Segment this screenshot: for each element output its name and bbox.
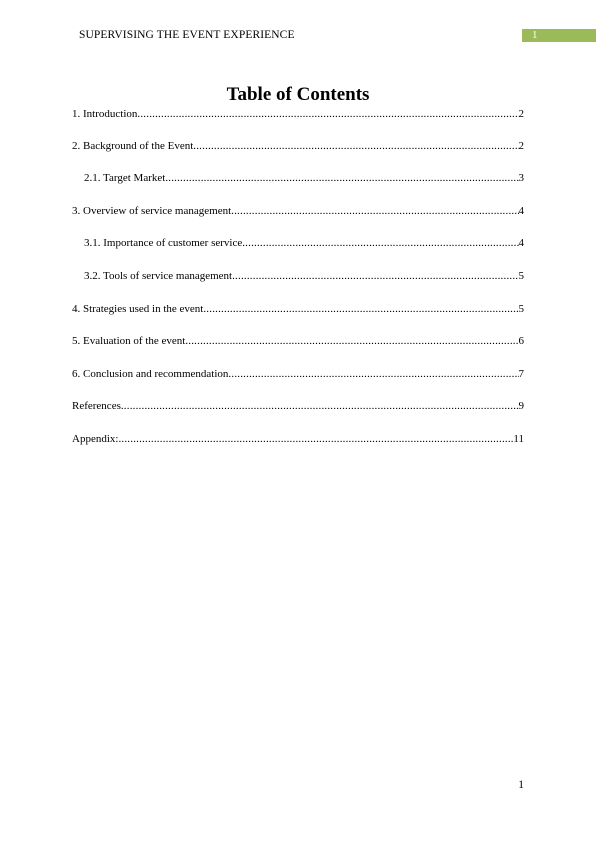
toc-dot-leader xyxy=(118,432,513,446)
toc-heading: Table of Contents xyxy=(226,84,370,105)
toc-entry-page: 5 xyxy=(518,270,524,282)
toc-entry-label: Appendix: xyxy=(72,433,119,445)
toc-entry-page: 3 xyxy=(518,172,524,184)
running-header-title: SUPERVISING THE EVENT EXPERIENCE xyxy=(79,29,295,41)
header-page-badge xyxy=(522,29,596,42)
toc-dot-leader xyxy=(242,236,518,250)
footer-page-number: 1 xyxy=(518,779,524,791)
toc-entry-service-management[interactable] xyxy=(72,204,524,218)
toc-entry-label: 5. Evaluation of the event xyxy=(72,335,186,347)
toc-entry-label: 6. Conclusion and recommendation xyxy=(72,368,229,380)
toc-dot-leader xyxy=(137,107,518,121)
toc-dot-leader xyxy=(232,269,518,283)
toc-entry-target-market[interactable] xyxy=(84,171,524,185)
toc-entry-label: 1. Introduction xyxy=(72,108,138,120)
toc-dot-leader xyxy=(231,204,518,218)
toc-entry-page: 11 xyxy=(513,433,524,445)
header-page-number: 1 xyxy=(532,29,538,41)
toc-entry-page: 6 xyxy=(518,335,524,347)
toc-entry-label: 2. Background of the Event xyxy=(72,140,194,152)
toc-entry-page: 9 xyxy=(518,400,524,412)
toc-entry-page: 5 xyxy=(518,303,524,315)
toc-entry-label: 3. Overview of service management xyxy=(72,205,232,217)
toc-dot-leader xyxy=(203,302,518,316)
toc-entry-strategies[interactable] xyxy=(72,302,524,316)
toc-entry-label: 3.1. Importance of customer service xyxy=(84,237,243,249)
toc-dot-leader xyxy=(193,139,518,153)
toc-dot-leader xyxy=(228,367,518,381)
toc-entry-appendix[interactable] xyxy=(72,432,524,446)
toc-entry-evaluation[interactable] xyxy=(72,334,524,348)
toc-entry-references[interactable] xyxy=(72,399,524,413)
toc-entry-page: 2 xyxy=(518,108,524,120)
toc-dot-leader xyxy=(185,334,518,348)
toc-entry-conclusion[interactable] xyxy=(72,367,524,381)
toc-dot-leader xyxy=(121,399,519,413)
toc-entry-page: 4 xyxy=(518,205,524,217)
toc-dot-leader xyxy=(165,171,518,185)
toc-entry-tools[interactable] xyxy=(84,269,524,283)
toc-entry-label: 4. Strategies used in the event xyxy=(72,303,204,315)
toc-entry-label: 3.2. Tools of service management xyxy=(84,270,233,282)
toc-entry-page: 7 xyxy=(518,368,524,380)
toc-entry-introduction[interactable] xyxy=(72,107,524,121)
toc-entry-background[interactable] xyxy=(72,139,524,153)
toc-entry-label: 2.1. Target Market xyxy=(84,172,166,184)
toc-entry-customer-service[interactable] xyxy=(84,236,524,250)
toc-entry-page: 2 xyxy=(518,140,524,152)
toc-entry-page: 4 xyxy=(518,237,524,249)
toc-entry-label: References xyxy=(72,400,121,412)
